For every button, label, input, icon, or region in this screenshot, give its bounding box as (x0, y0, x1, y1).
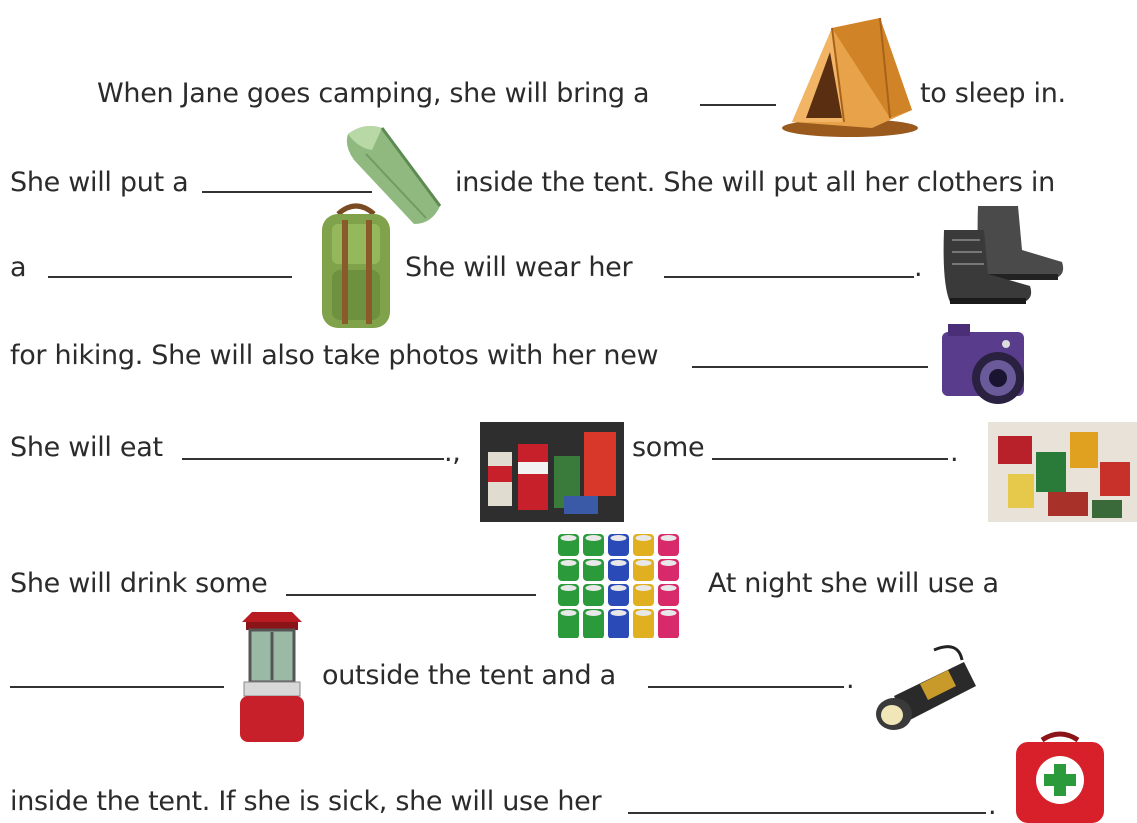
blank-backpack[interactable] (48, 276, 292, 278)
sentence-2-end: inside the tent. She will put all her clothers in (455, 167, 1055, 198)
blank-camera[interactable] (692, 366, 928, 368)
sentence-8-dot: . (988, 790, 997, 821)
soda-cans-icon (554, 530, 686, 638)
canned-food-icon (480, 422, 624, 522)
sentence-5: She will eat (10, 432, 163, 463)
first-aid-kit-icon (1012, 728, 1108, 823)
sentence-4: for hiking. She will also take photos with her new (10, 340, 659, 371)
sentence-3-dot: . (914, 252, 923, 283)
sentence-1-end: to sleep in. (920, 78, 1066, 109)
flashlight-icon (864, 640, 988, 740)
snacks-icon (988, 422, 1137, 522)
blank-flashlight[interactable] (648, 686, 844, 688)
sentence-7-mid: outside the tent and a (322, 660, 616, 691)
sentence-2: She will put a (10, 167, 189, 198)
sentence-6-end: At night she will use a (708, 568, 999, 599)
sentence-3: a (10, 252, 27, 283)
sentence-3-mid: She will wear her (405, 252, 633, 283)
lantern-icon (232, 608, 312, 746)
blank-snacks[interactable] (712, 458, 948, 460)
blank-drinks[interactable] (286, 594, 536, 596)
sentence-5-dot: . (950, 437, 959, 468)
blank-lantern[interactable] (10, 686, 224, 688)
sentence-6: She will drink some (10, 568, 268, 599)
tent-icon (772, 10, 922, 140)
blank-tent[interactable] (700, 104, 776, 106)
sentence-8: inside the tent. If she is sick, she will use her (10, 786, 602, 817)
hiking-boots-icon (938, 200, 1068, 306)
backpack-icon (314, 200, 398, 332)
blank-canned-food[interactable] (182, 458, 444, 460)
blank-boots[interactable] (664, 276, 914, 278)
camera-icon (938, 318, 1034, 410)
sentence-5-comma: ., (444, 437, 461, 468)
sentence-7-dot: . (846, 664, 855, 695)
sentence-1: When Jane goes camping, she will bring a (97, 78, 650, 109)
blank-first-aid[interactable] (628, 812, 986, 814)
sentence-5-mid: some (632, 432, 705, 463)
